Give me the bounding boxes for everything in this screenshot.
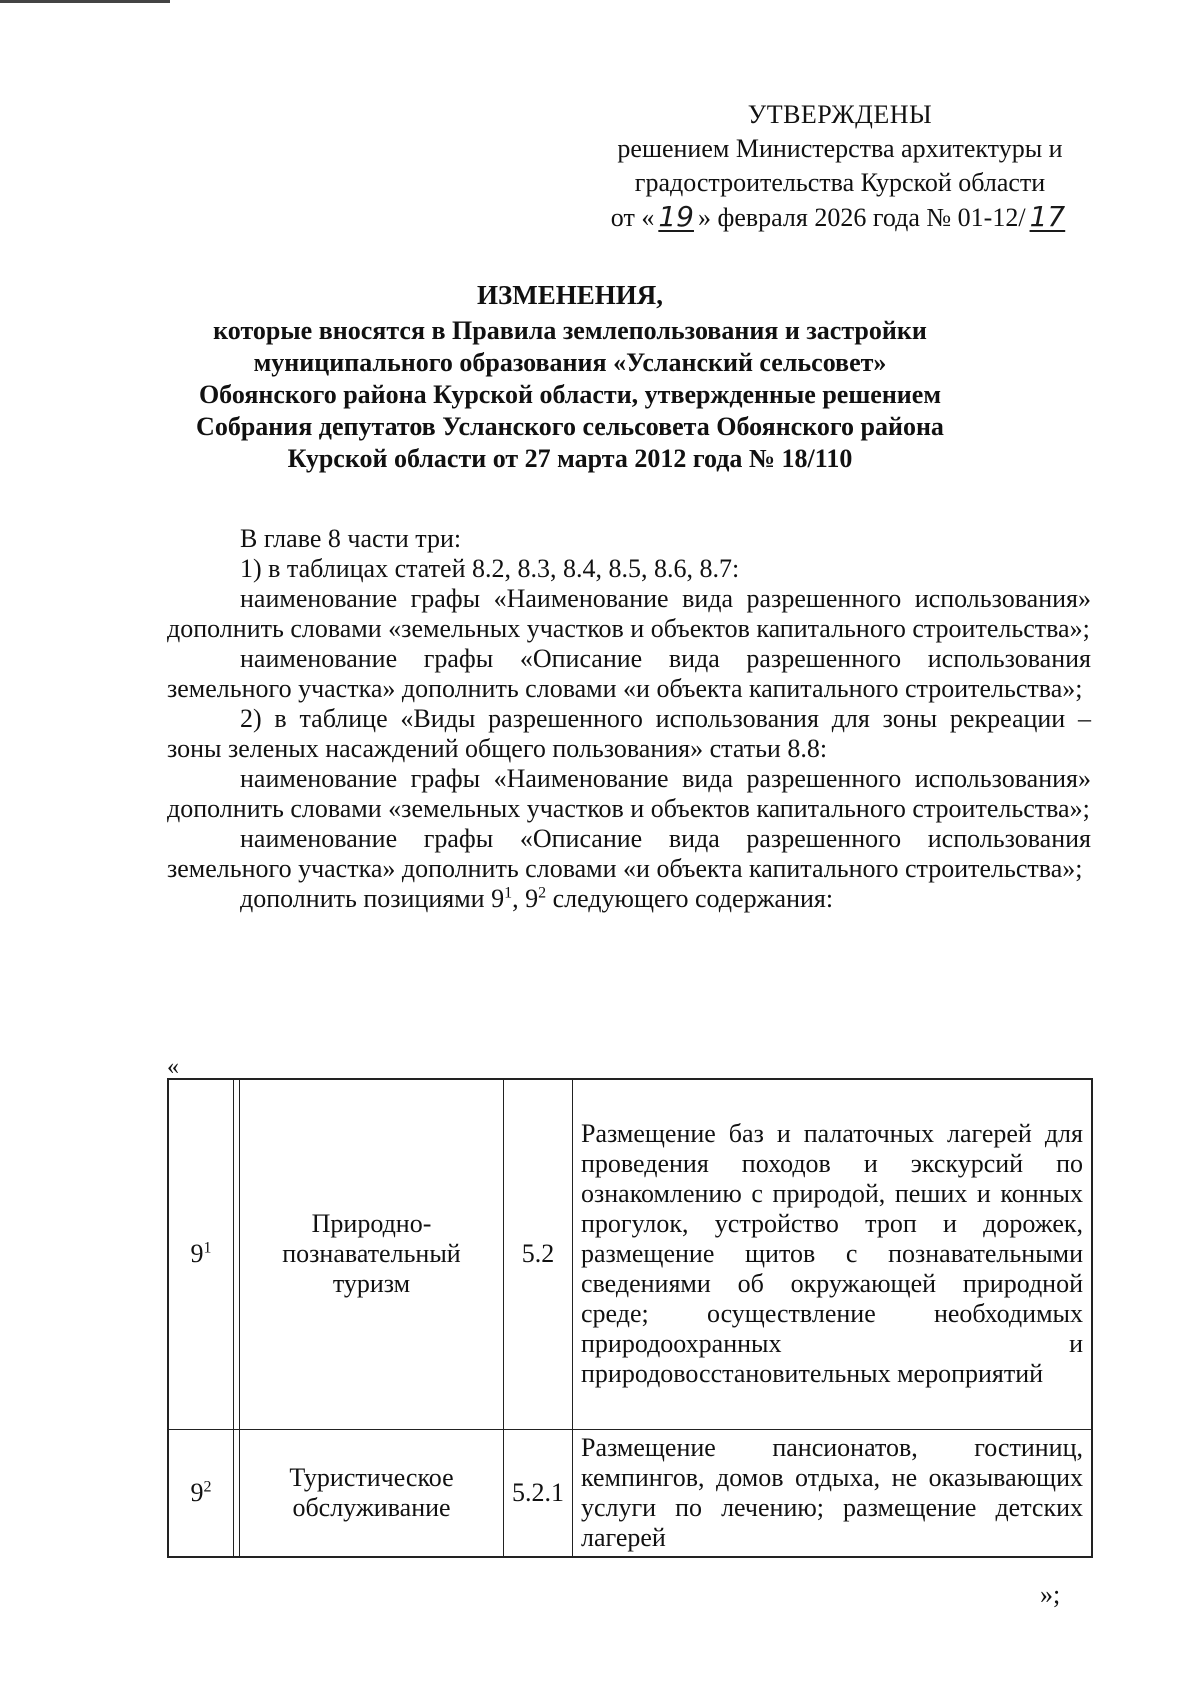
approval-line-2: градостроительства Курской области (634, 168, 1046, 197)
quote-close-mark: »; (1040, 1580, 1061, 1609)
approval-date-line (560, 200, 1120, 235)
approval-stamp-block (560, 98, 1120, 235)
approval-title: УТВЕРЖДЕНЫ (747, 100, 933, 129)
approval-date-middle: » февраля 2026 года № 01-12/ (697, 203, 1026, 232)
row-number: 9 (190, 1239, 204, 1269)
document-subtitle-line: Курской области от 27 марта 2012 года № 18/110 (287, 444, 853, 473)
body-paragraph: В главе 8 части три: (240, 524, 462, 553)
row-number-cell (168, 1079, 234, 1429)
body-paragraph: 2) в таблице «Виды разрешенного использования для зоны рекреации – зоны зеленых насаждений общего пользования» статьи 8.8: (167, 704, 1091, 763)
row-description: Размещение баз и палаточных лагерей для проведения походов и экскурсий по ознакомлению с природой, пеших и конных прогулок, устройство троп и дорожек, размещение щитов с познавательными сведениями об окружающей природной среде; осуществление необходимых природоохранных и природовосстановительных мероприятий (573, 1079, 1093, 1429)
document-title: ИЗМЕНЕНИЯ, (476, 280, 663, 310)
table-row (168, 1079, 1092, 1429)
document-subtitle-line: Собрания депутатов Усланского сельсовета Обоянского района (196, 412, 944, 441)
handwritten-number: 17 (1029, 200, 1066, 233)
body-paragraph-positions (167, 884, 1091, 914)
body-paragraph: наименование графы «Описание вида разрешенного использования земельного участка» дополнить словами «и объекта капитального строительства»; (167, 824, 1091, 883)
positions-text-suffix: следующего содержания: (546, 884, 834, 913)
row-description: Размещение пансионатов, гостиниц, кемпингов, домов отдыха, не оказывающих услуги по лечению; размещение детских лагерей (573, 1429, 1093, 1557)
row-code: 5.2.1 (504, 1429, 573, 1557)
row-number-sup: 2 (203, 1478, 212, 1496)
positions-text-sep: , 9 (512, 884, 539, 913)
body-paragraph: наименование графы «Наименование вида разрешенного использования» дополнить словами «земельных участков и объектов капитального строительства»; (167, 764, 1091, 823)
row-number: 9 (190, 1477, 204, 1507)
row-number-sup: 1 (203, 1239, 212, 1257)
quote-open-mark: « (167, 1054, 179, 1080)
handwritten-day: 19 (658, 200, 694, 233)
document-body (167, 524, 1091, 914)
row-number-cell (168, 1429, 234, 1557)
body-paragraph: наименование графы «Наименование вида разрешенного использования» дополнить словами «земельных участков и объектов капитального строительства»; (167, 584, 1091, 643)
positions-text-prefix: дополнить позициями 9 (240, 884, 505, 913)
document-subtitle-line: Обоянского района Курской области, утвержденные решением (198, 380, 942, 409)
row-name: Туристическое обслуживание (240, 1429, 504, 1557)
row-code: 5.2 (504, 1079, 573, 1429)
body-paragraph: 1) в таблицах статей 8.2, 8.3, 8.4, 8.5, 8.6, 8.7: (240, 554, 740, 583)
positions-table (167, 1078, 1093, 1558)
body-paragraph: наименование графы «Описание вида разрешенного использования земельного участка» дополнить словами «и объекта капитального строительства»; (167, 644, 1091, 703)
document-subtitle-line: муниципального образования «Усланский сельсовет» (253, 348, 887, 377)
row-name: Природно-познавательный туризм (240, 1079, 504, 1429)
table-row (168, 1429, 1092, 1557)
document-subtitle-line: которые вносятся в Правила землепользования и застройки (213, 316, 927, 345)
scan-edge-line (0, 0, 170, 3)
approval-date-prefix: от « (610, 203, 655, 232)
approval-line-1: решением Министерства архитектуры и (617, 134, 1063, 163)
positions-sup-1: 1 (504, 884, 513, 902)
positions-sup-2: 2 (538, 884, 547, 902)
document-heading (150, 279, 990, 475)
